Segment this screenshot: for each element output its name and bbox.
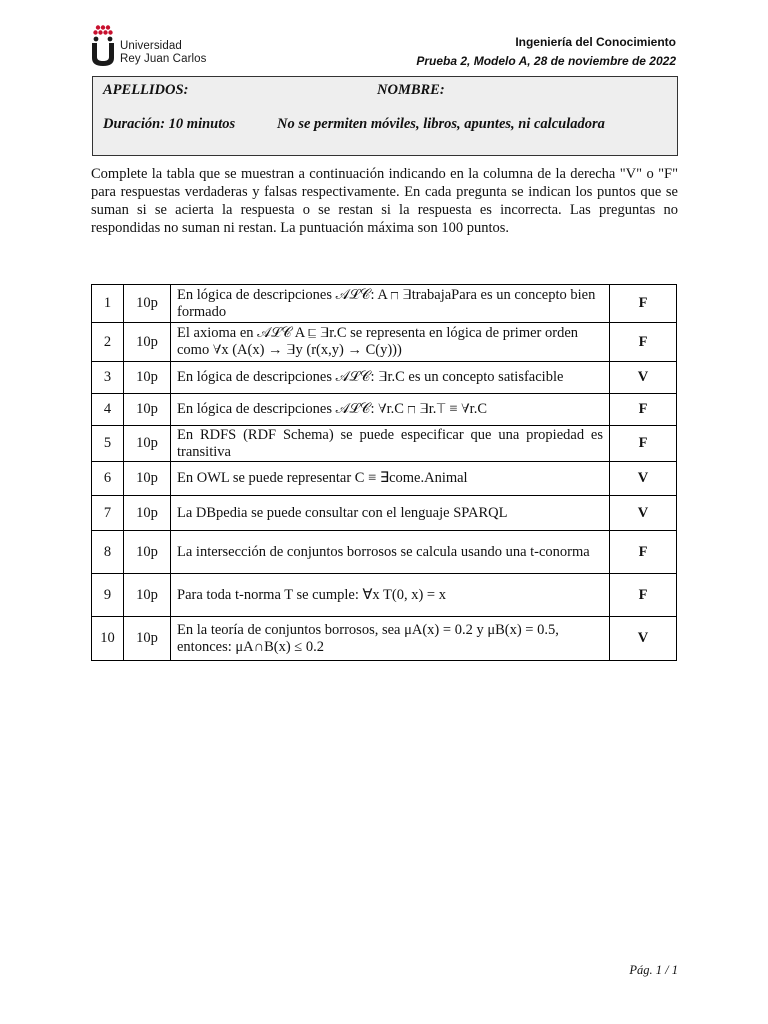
- question-points: 10p: [124, 574, 171, 617]
- rules-label: No se permiten móviles, libros, apuntes, ni calculadora: [277, 116, 605, 132]
- question-answer: V: [610, 496, 677, 531]
- table-row: [92, 462, 677, 496]
- question-number: 1: [92, 285, 124, 323]
- table-row: [92, 285, 677, 323]
- university-logo-icon: [90, 24, 116, 68]
- student-info-box: [92, 76, 678, 156]
- questions-table: [91, 284, 677, 661]
- table-row: [92, 394, 677, 426]
- question-points: 10p: [124, 496, 171, 531]
- question-text: La DBpedia se puede consultar con el lenguaje SPARQL: [171, 496, 610, 531]
- question-text: En lógica de descripciones 𝒜ℒ𝒞: ∀r.C ⊓ ∃r.⊤ ≡ ∀r.C: [171, 394, 610, 426]
- question-points: 10p: [124, 531, 171, 574]
- instructions-paragraph: Complete la tabla que se muestran a continuación indicando en la columna de la derecha "V" o "F" para respuestas verdaderas y falsas respectivamente. En cada pregunta se indican los puntos que se suman si se acierta la respuesta o se restan si la respuesta es incorrecta. Las preguntas no respondidas no suman ni restan. La puntuación máxima son 100 puntos.: [91, 166, 678, 236]
- table-row: [92, 362, 677, 394]
- question-points: 10p: [124, 394, 171, 426]
- question-number: 3: [92, 362, 124, 394]
- nombre-label: NOMBRE:: [377, 82, 445, 98]
- question-text: El axioma en 𝒜ℒ𝒞 A ⊑ ∃r.C se representa en lógica de primer orden como ∀x (A(x) → ∃y (r(x,y) → C(y))): [171, 323, 610, 362]
- question-answer: F: [610, 394, 677, 426]
- question-points: 10p: [124, 617, 171, 661]
- table-row: [92, 323, 677, 362]
- question-number: 10: [92, 617, 124, 661]
- question-answer: V: [610, 462, 677, 496]
- question-answer: F: [610, 574, 677, 617]
- apellidos-label: APELLIDOS:: [103, 82, 189, 98]
- question-points: 10p: [124, 362, 171, 394]
- question-number: 9: [92, 574, 124, 617]
- table-row: [92, 574, 677, 617]
- university-logo: [90, 24, 220, 68]
- question-text: En RDFS (RDF Schema) se puede especificar que una propiedad es transitiva: [171, 426, 610, 462]
- logo-line-2: Rey Juan Carlos: [120, 53, 207, 65]
- question-points: 10p: [124, 285, 171, 323]
- university-logo-text: [120, 40, 207, 66]
- table-row: [92, 496, 677, 531]
- question-number: 8: [92, 531, 124, 574]
- question-answer: F: [610, 285, 677, 323]
- question-text: En OWL se puede representar C ≡ ∃come.Animal: [171, 462, 610, 496]
- question-number: 2: [92, 323, 124, 362]
- table-row: [92, 531, 677, 574]
- question-answer: F: [610, 531, 677, 574]
- question-points: 10p: [124, 426, 171, 462]
- duration-label: Duración: 10 minutos: [103, 116, 236, 132]
- logo-line-1: Universidad: [120, 40, 182, 52]
- question-answer: V: [610, 617, 677, 661]
- exam-subtitle: Prueba 2, Modelo A, 28 de noviembre de 2022: [416, 54, 676, 68]
- table-row: [92, 426, 677, 462]
- question-text: En la teoría de conjuntos borrosos, sea μA(x) = 0.2 y μB(x) = 0.5, entonces: μA∩B(x) ≤ 0.2: [171, 617, 610, 661]
- question-answer: V: [610, 362, 677, 394]
- question-number: 6: [92, 462, 124, 496]
- question-number: 7: [92, 496, 124, 531]
- question-number: 4: [92, 394, 124, 426]
- question-answer: F: [610, 426, 677, 462]
- course-title: Ingeniería del Conocimiento: [515, 35, 676, 49]
- question-number: 5: [92, 426, 124, 462]
- table-row: [92, 617, 677, 661]
- question-points: 10p: [124, 462, 171, 496]
- question-text: Para toda t-norma T se cumple: ∀x T(0, x) = x: [171, 574, 610, 617]
- question-text: En lógica de descripciones 𝒜ℒ𝒞: ∃r.C es un concepto satisfacible: [171, 362, 610, 394]
- question-text: La intersección de conjuntos borrosos se calcula usando una t-conorma: [171, 531, 610, 574]
- page-number: Pág. 1 / 1: [629, 963, 678, 977]
- question-answer: F: [610, 323, 677, 362]
- question-points: 10p: [124, 323, 171, 362]
- question-text: En lógica de descripciones 𝒜ℒ𝒞: A ⊓ ∃trabajaPara es un concepto bien formado: [171, 285, 610, 323]
